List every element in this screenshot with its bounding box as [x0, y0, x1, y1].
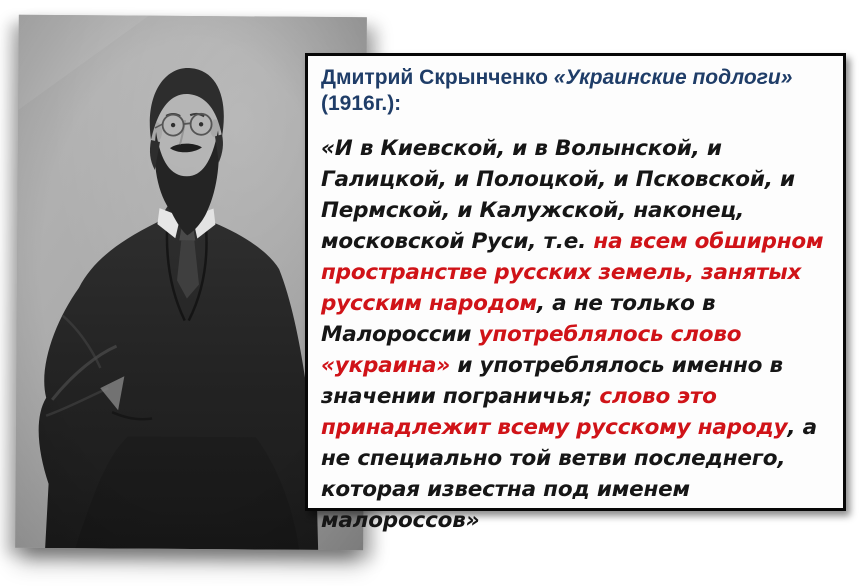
- quote-segment-black: , а не специально той ветви последнего, которая известна под именем малороссов»: [321, 414, 817, 533]
- quote-segment-black: и употреблялось именно в значении пограничья;: [321, 352, 783, 409]
- quote-year: (1916г.):: [321, 92, 402, 116]
- quote-author: Дмитрий Скрынченко: [321, 66, 548, 89]
- quote-segment-red: слово это принадлежит всему русскому народу: [321, 383, 788, 440]
- quote-work-title: «Украинские подлоги»: [553, 66, 793, 89]
- quote-segment-black: , а не только в Малороссии: [321, 290, 716, 347]
- quote-header: [321, 65, 831, 117]
- quote-body: [321, 134, 831, 536]
- quote-segment-black: «И в Киевской, и в Волынской, и Галицкой, и Полоцкой, и Псковской, и Пермской, и Калужской, наконец, московской Руси, т.е.: [321, 136, 795, 254]
- quote-box: [305, 53, 846, 533]
- quote-segment-red: употреблялось слово «украина»: [321, 321, 742, 378]
- quote-segment-red: на всем обширном пространстве русских земель, занятых русским народом: [321, 228, 824, 316]
